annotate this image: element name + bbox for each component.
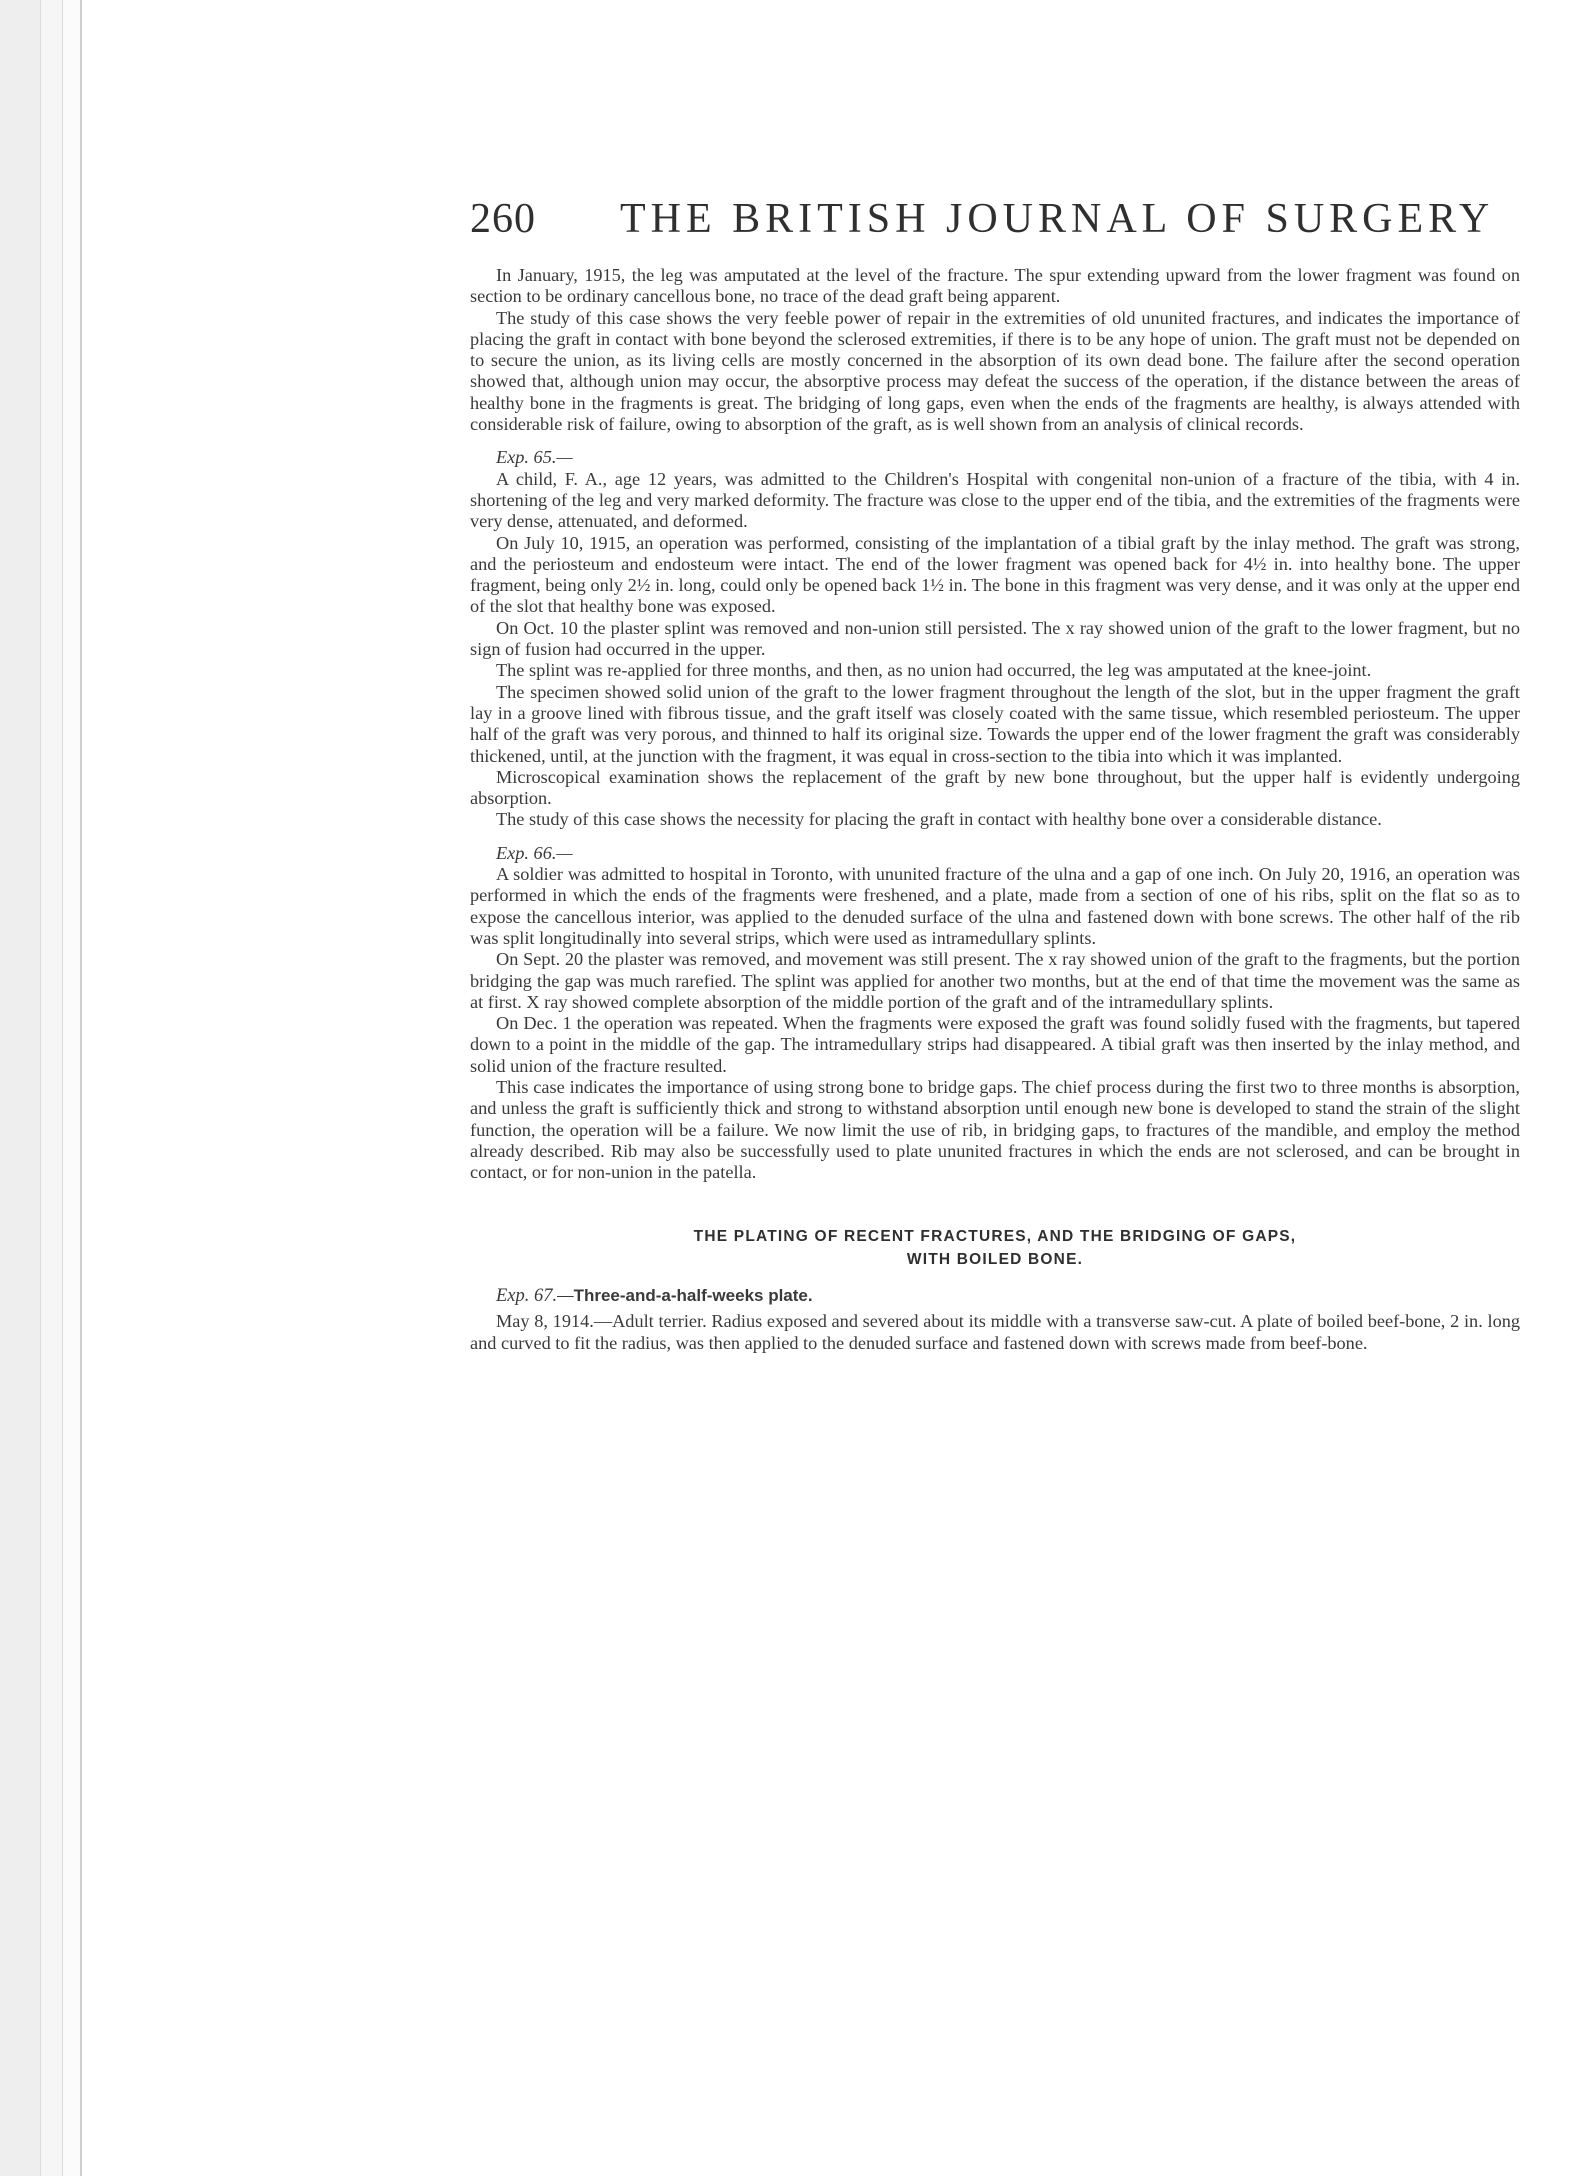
section-title bbox=[470, 1225, 1520, 1271]
experiment-heading-65: Exp. 65.— bbox=[496, 447, 573, 468]
book-edge-outer bbox=[0, 0, 40, 2176]
experiment-heading-67 bbox=[496, 1285, 1520, 1307]
paragraph: A child, F. A., age 12 years, was admitted to the Children's Hospital with congenital non-union of a fracture of the tibia, with 4 in. shortening of the leg and very marked deformity. The fracture was close to the upper end of the tibia, and the extremities of the fragments were very dense, attenuated, and deformed. bbox=[470, 468, 1520, 532]
journal-page bbox=[470, 195, 1520, 1354]
journal-title: THE BRITISH JOURNAL OF SURGERY bbox=[620, 196, 1495, 242]
experiment-title: Three-and-a-half-weeks plate. bbox=[573, 1286, 813, 1306]
paragraph: Microscopical examination shows the replacement of the graft by new bone throughout, but the upper half is evidently undergoing absorption. bbox=[470, 766, 1520, 809]
paragraph: May 8, 1914.—Adult terrier. Radius exposed and severed about its middle with a transverse saw-cut. A plate of boiled beef-bone, 2 in. long and curved to fit the radius, was then applied to the denuded surface and fastened down with screws made from beef-bone. bbox=[470, 1311, 1520, 1353]
paragraph: On Sept. 20 the plaster was removed, and movement was still present. The x ray showed union of the graft to the fragments, but the portion bridging the gap was much rarefied. The splint was applied for another two months, but at the end of that time the movement was the same as at first. X ray showed complete absorption of the middle portion of the graft and of the intramedullary splints. bbox=[470, 949, 1520, 1012]
paragraph: On Oct. 10 the plaster splint was removed and non-union still persisted. The x ray showed union of the graft to the lower fragment, but no sign of fusion had occurred in the upper. bbox=[470, 617, 1520, 660]
paragraph: The splint was re-applied for three months, and then, as no union had occurred, the leg was amputated at the knee-joint. bbox=[496, 660, 1372, 681]
paragraph: In January, 1915, the leg was amputated at the level of the fracture. The spur extending upward from the lower fragment was found on section to be ordinary cancellous bone, no trace of the dead graft being apparent. bbox=[470, 265, 1520, 307]
paragraph: A soldier was admitted to hospital in Toronto, with ununited fracture of the ulna and a gap of one inch. On July 20, 1916, an operation was performed in which the ends of the fragments were freshened, and a plate, made from a section of one of his ribs, split on the flat so as to expose the cancellous interior, was applied to the denuded surface of the ulna and fastened down with bone screws. The other half of the rib was split longitudinally into several strips, which were used as intramedullary splints. bbox=[470, 864, 1520, 948]
section-title-line-1: THE PLATING OF RECENT FRACTURES, AND THE BRIDGING OF GAPS, bbox=[693, 1228, 1297, 1246]
section-title-line-2: WITH BOILED BONE. bbox=[906, 1251, 1084, 1269]
experiment-number: Exp. 67.— bbox=[496, 1286, 574, 1307]
running-header bbox=[470, 195, 1520, 243]
book-edge-middle bbox=[40, 0, 63, 2176]
paragraph: The study of this case shows the very feeble power of repair in the extremities of old ununited fractures, and indicates the importance of placing the graft in contact with bone beyond the sclerosed extremities, if there is to be any hope of union. The graft must not be depended on to secure the union, as its living cells are mostly concerned in the absorption of its own dead bone. The failure after the second operation showed that, although union may occur, the absorptive process may defeat the success of the operation, if the distance between the areas of healthy bone in the fragments is great. The bridging of long gaps, even when the ends of the fragments are healthy, is always attended with considerable risk of failure, owing to absorption of the graft, as is well shown from an analysis of clinical records. bbox=[470, 307, 1520, 435]
experiment-heading-66: Exp. 66.— bbox=[496, 842, 573, 863]
paragraph: The specimen showed solid union of the graft to the lower fragment throughout the length of the slot, but in the upper fragment the graft lay in a groove lined with fibrous tissue, and the graft itself was closely coated with the same tissue, which resembled periosteum. The upper half of the graft was very porous, and thinned to half its original size. Towards the upper end of the lower fragment the graft was considerably thickened, until, at the junction with the fragment, it was equal in cross-section to the tibia into which it was implanted. bbox=[470, 681, 1520, 766]
paragraph: On July 10, 1915, an operation was performed, consisting of the implantation of a tibial graft by the inlay method. The graft was strong, and the periosteum and endosteum were intact. The end of the lower fragment was opened back for 4½ in. into healthy bone. The upper fragment, being only 2½ in. long, could only be opened back 1½ in. The bone in this fragment was very dense, and it was only at the upper end of the slot that healthy bone was exposed. bbox=[470, 532, 1520, 617]
paragraph: This case indicates the importance of using strong bone to bridge gaps. The chief process during the first two to three months is absorption, and unless the graft is sufficiently thick and strong to withstand absorption until enough new bone is developed to stand the strain of the slight function, the operation will be a failure. We now limit the use of rib, in bridging gaps, to fractures of the mandible, and employ the method already described. Rib may also be successfully used to plate ununited fractures in which the ends are not sclerosed, and can be brought in contact, or for non-union in the patella. bbox=[470, 1076, 1520, 1183]
book-gutter bbox=[80, 0, 242, 2176]
paragraph: On Dec. 1 the operation was repeated. When the fragments were exposed the graft was found solidly fused with the fragments, but tapered down to a point in the middle of the gap. The intramedullary strips had disappeared. A tibial graft was then inserted by the inlay method, and solid union of the fracture resulted. bbox=[470, 1013, 1520, 1076]
book-edge-inner bbox=[62, 0, 81, 2176]
page-number: 260 bbox=[470, 196, 536, 242]
paragraph: The study of this case shows the necessity for placing the graft in contact with healthy bone over a considerable distance. bbox=[496, 809, 1382, 830]
